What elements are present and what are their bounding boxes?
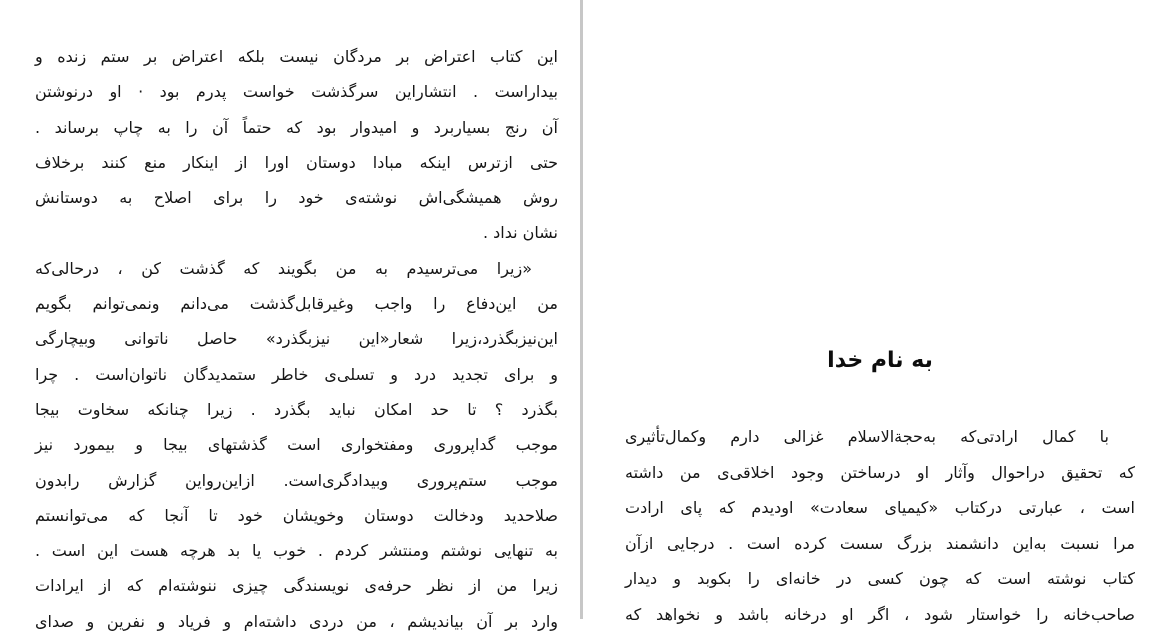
text-line: این کتاب اعتراض بر مردگان نیست بلکه اعتراض بر ستم زنده و [35,47,558,66]
text-line: که تحقیق دراحوال وآثار او درساختن وجود اخلاقی‌ی من داشته [625,462,1135,482]
text-line: وارد بر آن بیاندیشم ، من دردی داشته‌ام و فریاد و نفرین و صدای [35,611,558,631]
text-line: به تنهایی نوشتم ومنتشر کردم . خوب یا بد هرچه هست این است . [35,541,558,561]
text-line: بیداراست . انتشاراین سرگذشت خواست پدرم بود · او درنوشتن [35,82,558,102]
page-left [0,0,580,631]
text-line: این‌نیزبگذرد،زیرا شعار«این نیزبگذرد» حاصل ناتوانی وبیچارگی [35,329,558,349]
text-line: و برای تجدید درد و تسلی‌ی خاطر ستمدیدگان ناتوان‌است . چرا [35,364,558,384]
text-line: بگذرد ؟ تا حد امکان نباید بگذرد . زیرا چنانکه سخاوت بیجا [35,399,558,419]
text-line: موجب ستم‌پروری وبیدادگری‌است. ازاین‌رواین گزارش رابدون [35,470,558,490]
text-line: زیرا من از نظر حرفه‌ی نویسندگی چیزی ننوشته‌ام که از ایرادات [35,576,558,596]
text-line: است ، عبارتی درکتاب «کیمیای سعادت» اودیدم که پای ارادت [625,498,1135,517]
text-line: آن رنج بسیاربرد و امیدوار بود که حتماً آن را به چاپ برساند . [35,117,558,137]
page-divider [580,0,583,619]
text-line: صاحب‌خانه را خواستار شود ، اگر او درخانه باشد و نخواهد که [625,604,1135,624]
text-line: حتی ازترس اینکه مبادا دوستان اورا از اینکار منع کنند برخلاف [35,152,558,172]
bismillah-heading: به نام خدا [827,348,933,373]
text-line: من این‌دفاع را واجب وغیرقابل‌گذشت می‌دانم ونمی‌توانم بگویم [35,294,558,314]
text-line: موجب گداپروری ومفتخواری است گذشتهای بیجا و بیمورد نیز [35,435,558,455]
text-line: «زیرا می‌ترسیدم به من بگویند که گذشت کن ، درحالی‌که [35,258,532,278]
text-line: صلاحدید ودخالت دوستان وخویشان خود تا آنجا که می‌توانستم [35,505,558,525]
text-line: با کمال ارادتی‌که به‌حجةالاسلام غزالی دارم وکمال‌تأثیری [625,427,1109,446]
left-page-text [35,39,558,639]
text-line: مرا نسبت به‌این دانشمند بزرگ سست کرده است . درجایی ازآن [625,533,1135,553]
text-line: کتاب نوشته است که چون کسی در خانه‌ای را بکوبد و دیدار [625,569,1135,588]
page-right [584,0,1173,624]
text-line: روش همیشگی‌اش نوشته‌ی خود را برای اصلاح به دوستانش [35,188,558,208]
right-page-text [625,419,1135,632]
text-line: نشان نداد . [482,223,558,243]
